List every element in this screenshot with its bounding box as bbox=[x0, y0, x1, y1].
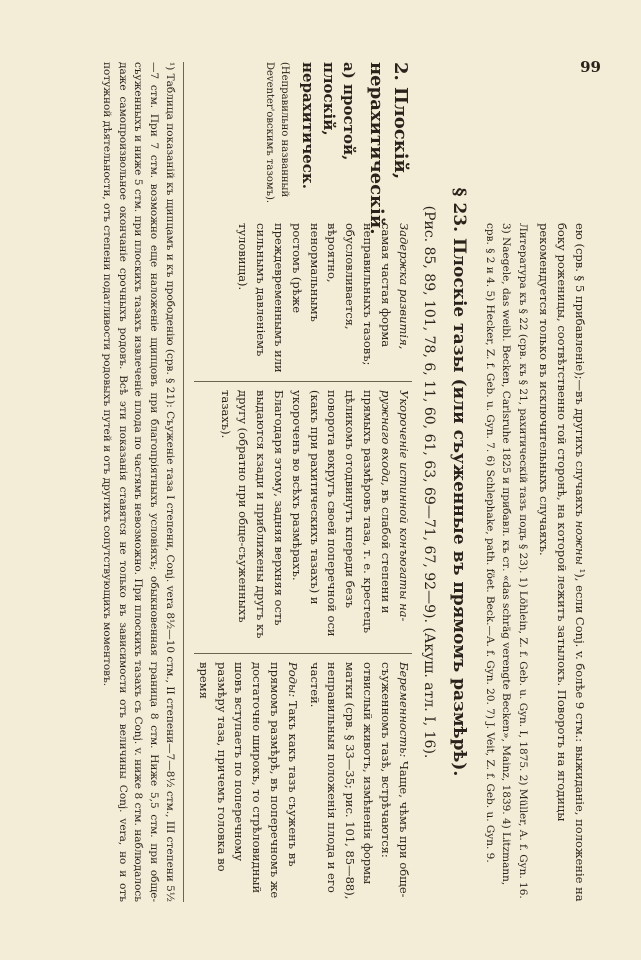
margin-note: (Неправильно названный Deventer'овскимъ тазомъ). bbox=[263, 62, 291, 204]
column-c-labor bbox=[194, 662, 301, 902]
column-a-text: самая частая форма неправильныхъ тазовъ; обусловливается, вѣроятно, ненормальнымъ ростомъ (рѣже преждевременнымъ или сильнымъ давленіемъ туловища). bbox=[236, 223, 393, 373]
column-a-label: Задержка развитія, bbox=[396, 223, 411, 350]
section-refs: (Рис. 85, 89, 101, 78, 6, 11, 60, 61, 63, 69—71, 67, 92—9). (Акуш. атл. I, 16). bbox=[421, 205, 438, 759]
margin-left bbox=[194, 62, 412, 235]
top-paragraph bbox=[482, 223, 588, 902]
section-title: § 23. Плоскіе тазы (или съуженные въ прямомъ размѣрѣ). bbox=[448, 187, 469, 777]
column-c-pregnancy bbox=[305, 662, 412, 902]
literature-label: Литература къ § 22 (срв. къ § 21, рахитическій тазъ подъ § 23). bbox=[516, 223, 529, 574]
column-c-label2: Роды: bbox=[285, 662, 300, 698]
rotated-page-content bbox=[28, 62, 588, 902]
top-margin-spacer bbox=[482, 62, 588, 223]
margin-heading-2: а) простой, плоскій, нерахитическ. bbox=[299, 62, 358, 189]
literature-block bbox=[482, 223, 531, 902]
column-b-text: въ слабой степени и прямыхъ размѣровъ таза, т. е. крестецъ цѣликомъ отодвинутъ кпереди безъ поворота вокругъ своей поперечной оси (какъ при рахитическихъ тазахъ) и укороченъ во всѣхъ размѣрахъ. Благодаря этому, задняя верхняя ость выдаются кзади и приближены другъ къ другу (обратно при обще-съуженныхъ тазахъ). bbox=[218, 390, 393, 639]
column-c-label: Беременность: bbox=[396, 662, 411, 758]
main-block bbox=[194, 62, 412, 902]
column-c-text2: Такъ какъ тазъ съуженъ въ прямомъ размѣрѣ, въ поперечномъ же достаточно широкъ, то стрѣловидный шовъ вступаетъ по поперечному размѣру таза, причемъ головка во время bbox=[196, 662, 300, 899]
margin-heading-1: 2. Плоскій, нерахитическій. bbox=[366, 62, 411, 235]
column-b bbox=[194, 382, 412, 654]
footnote: ¹) Таблица показаній къ щипцамъ и къ прободенію (срв. § 21): Съуженіе таза I степени, Conj. vera 8½—10 стм., II степени—7—8½ стм., III степени 5½—7 стм. При 7 стм. возможно еще наложеніе щипцовъ при благопріятныхъ условіяхъ; обыкновенная граница 8 стм. Ниже 5,5 стм. при обще-съуженныхъ и ниже 5 стм. при плоскихъ тазахъ извлеченіе плода по частямъ невозможно. При плоскихъ тазахъ съ Conj. v. ниже 8 стм. наблюдалось даже самопроизвольное окончаніе срочныхъ родовъ. Всѣ эти показанія ставятся не только въ зависимости отъ величины Conj. vera, но и отъ потужной дѣятельности, отъ степени податливости родовыхъ путей и отъ другихъ сопутствующихъ моментовъ. bbox=[98, 62, 184, 902]
column-b-label: Укороченіе истинной конъюгаты на-ружнаго входа, bbox=[378, 390, 411, 622]
top-block bbox=[482, 62, 588, 902]
top-lead: ею (срв. § 5 прибавленіе);—въ другихъ случаяхъ bbox=[573, 223, 587, 521]
column-a bbox=[194, 223, 412, 382]
top-lead-italic: ножны bbox=[573, 520, 587, 565]
columns bbox=[194, 223, 412, 902]
top-rest: ¹), если Conj. v. болѣе 9 стм.: выжиданіе, положеніе на боку роженицы, соотвѣтственно той сторонѣ, на которой лежитъ затылокъ. Поворотъ на ягодицы рекомендуется только въ исключительныхъ случаяхъ. bbox=[537, 223, 587, 902]
literature-text: 1) Löhlein, Z. f. Geb. u. Gyn. I, 1875. 2) Müller, A. f. Gyn. 16. 3) Naegele, das weibl. Becken, Carlsruhe 1825 и прибавл. къ ст. «das schräg verengte Becken», Mainz, 1839. 4) Litzmann, срв. § 2 и 4. 5) Hecker, Z. f. Geb. u. Gyn. 7. 6) Schlephake, path. föet. Beck.—A. f. Gyn. 20. 7) J. Veit, Z. f. Geb. u. Gyn. 9. bbox=[484, 223, 529, 899]
page-number: 99 bbox=[580, 58, 601, 76]
column-c-text: Чаще, чѣмъ при обще-съуженномъ тазѣ, встрѣчаются: отвислый животъ, измѣненія формы матки (срв. § 33—35; рис. 101, 85—88), неправильныя положенія плода и его частей. bbox=[307, 662, 411, 900]
column-c bbox=[194, 654, 412, 902]
